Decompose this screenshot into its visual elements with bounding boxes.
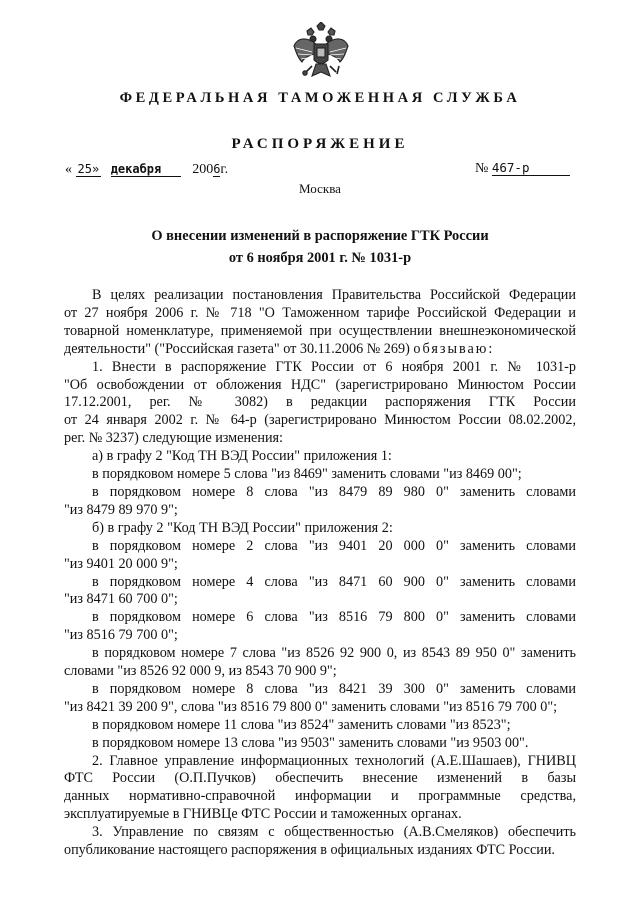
item1-b-entry-cont: "из 8421 39 200 9", слова "из 8516 79 800 0" заменить словами "из 8516 79 700 0"; [64,698,558,715]
item1-b-entry-cont: "из 9401 20 000 9"; [64,555,178,572]
intro-obligation: обязываю: [413,340,495,357]
document-number [475,160,570,177]
number-value: 467-р [492,160,570,176]
item1-b-entry: в порядковом номере 7 слова "из 8526 92 900 0, из 8543 89 950 0" заменить [92,645,576,662]
item2-line: данных нормативно-справочной информации и программные средства, [64,788,576,805]
item2-line: 2. Главное управление информационных технологий (А.Е.Шашаев), ГНИВЦ [92,752,576,769]
date-day: 25» [77,162,100,176]
subject-line-2: от 6 ноября 2001 г. № 1031-р [228,250,412,266]
item1-line: от 24 января 2002 г. № 64-р (зарегистрировано Минюстом России 08.02.2002, [64,412,576,429]
item1-b-entry: в порядковом номере 2 слова "из 9401 20 000 0" заменить словами [92,537,576,554]
intro-line: от 27 ноября 2006 г. № 718 "О Таможенном тарифе Российской Федерации и [64,304,576,321]
date-open-quote: « [65,162,72,177]
item1-b-entry-cont: "из 8471 60 700 0"; [64,591,178,608]
item1-b-entry: в порядковом номере 4 слова "из 8471 60 900 0" заменить словами [92,573,576,590]
item1-line: 17.12.2001, рег. № 3082) в редакции распоряжения ГТК России [64,394,576,411]
item1-a-entry: в порядковом номере 5 слова "из 8469" заменить словами "из 8469 00"; [92,466,522,483]
date-year-digit: 6 [213,162,221,176]
intro-line: В целях реализации постановления Правительства Российской Федерации [92,287,576,303]
item2-line: ФТС России (О.П.Пучков) обеспечить внесение изменений в базы [64,770,576,787]
item2-line: эксплуатируемые в ГНИВЦе ФТС России и таможенных органах. [64,806,462,823]
item1-b-entry: в порядковом номере 11 слова "из 8524" заменить словами "из 8523"; [92,716,511,733]
item1-b-entry: в порядковом номере 13 слова "из 9503" заменить словами "из 9503 00". [92,734,529,751]
item1-b-heading: б) в графу 2 "Код ТН ВЭД России" приложения 2: [92,519,393,536]
item1-line: "Об освобождении от обложения НДС" (зарегистрировано Минюстом России [64,376,576,393]
item3-line: опубликование настоящего распоряжения в официальных изданиях ФТС России. [64,842,555,859]
state-emblem-icon [292,22,350,84]
intro-text: деятельности" ("Российская газета" от 30.11.2006 № 269) [64,340,414,357]
document-type: РАСПОРЯЖЕНИЕ [231,136,409,152]
item1-b-entry: в порядковом номере 8 слова "из 8421 39 300 0" заменить словами [92,680,576,697]
item1-line: рег. № 3237) следующие изменения: [64,430,284,447]
document-date [65,162,228,178]
item1-a-entry: в порядковом номере 8 слова "из 8479 89 980 0" заменить словами [92,483,576,500]
date-month: декабря [111,162,181,177]
number-label: № [475,161,489,176]
item1-b-entry-cont: "из 8516 79 700 0"; [64,627,178,644]
agency-name: ФЕДЕРАЛЬНАЯ ТАМОЖЕННАЯ СЛУЖБА [119,90,521,106]
item1-line: 1. Внести в распоряжение ГТК России от 6 ноября 2001 г. № 1031-р [92,358,576,375]
item1-b-entry: в порядковом номере 6 слова "из 8516 79 800 0" заменить словами [92,609,576,626]
subject-line-1: О внесении изменений в распоряжение ГТК России [151,228,489,244]
document-subject [0,225,640,269]
item1-b-entry-cont: словами "из 8526 92 000 9, из 8543 70 900 9"; [64,663,337,680]
date-year-prefix: 200 [192,162,214,177]
intro-line: товарной номенклатуре, применяемой при осуществлении внешнеэкономической [64,322,576,339]
city: Москва [299,181,341,196]
date-year-suffix: г. [220,162,229,177]
item1-a-heading: а) в графу 2 "Код ТН ВЭД России" приложения 1: [92,448,392,465]
intro-line [64,341,576,359]
item1-a-entry-cont: "из 8479 89 970 9"; [64,501,178,518]
document-body [64,287,576,860]
item3-line: 3. Управление по связям с общественностью (А.В.Смеляков) обеспечить [92,824,576,841]
